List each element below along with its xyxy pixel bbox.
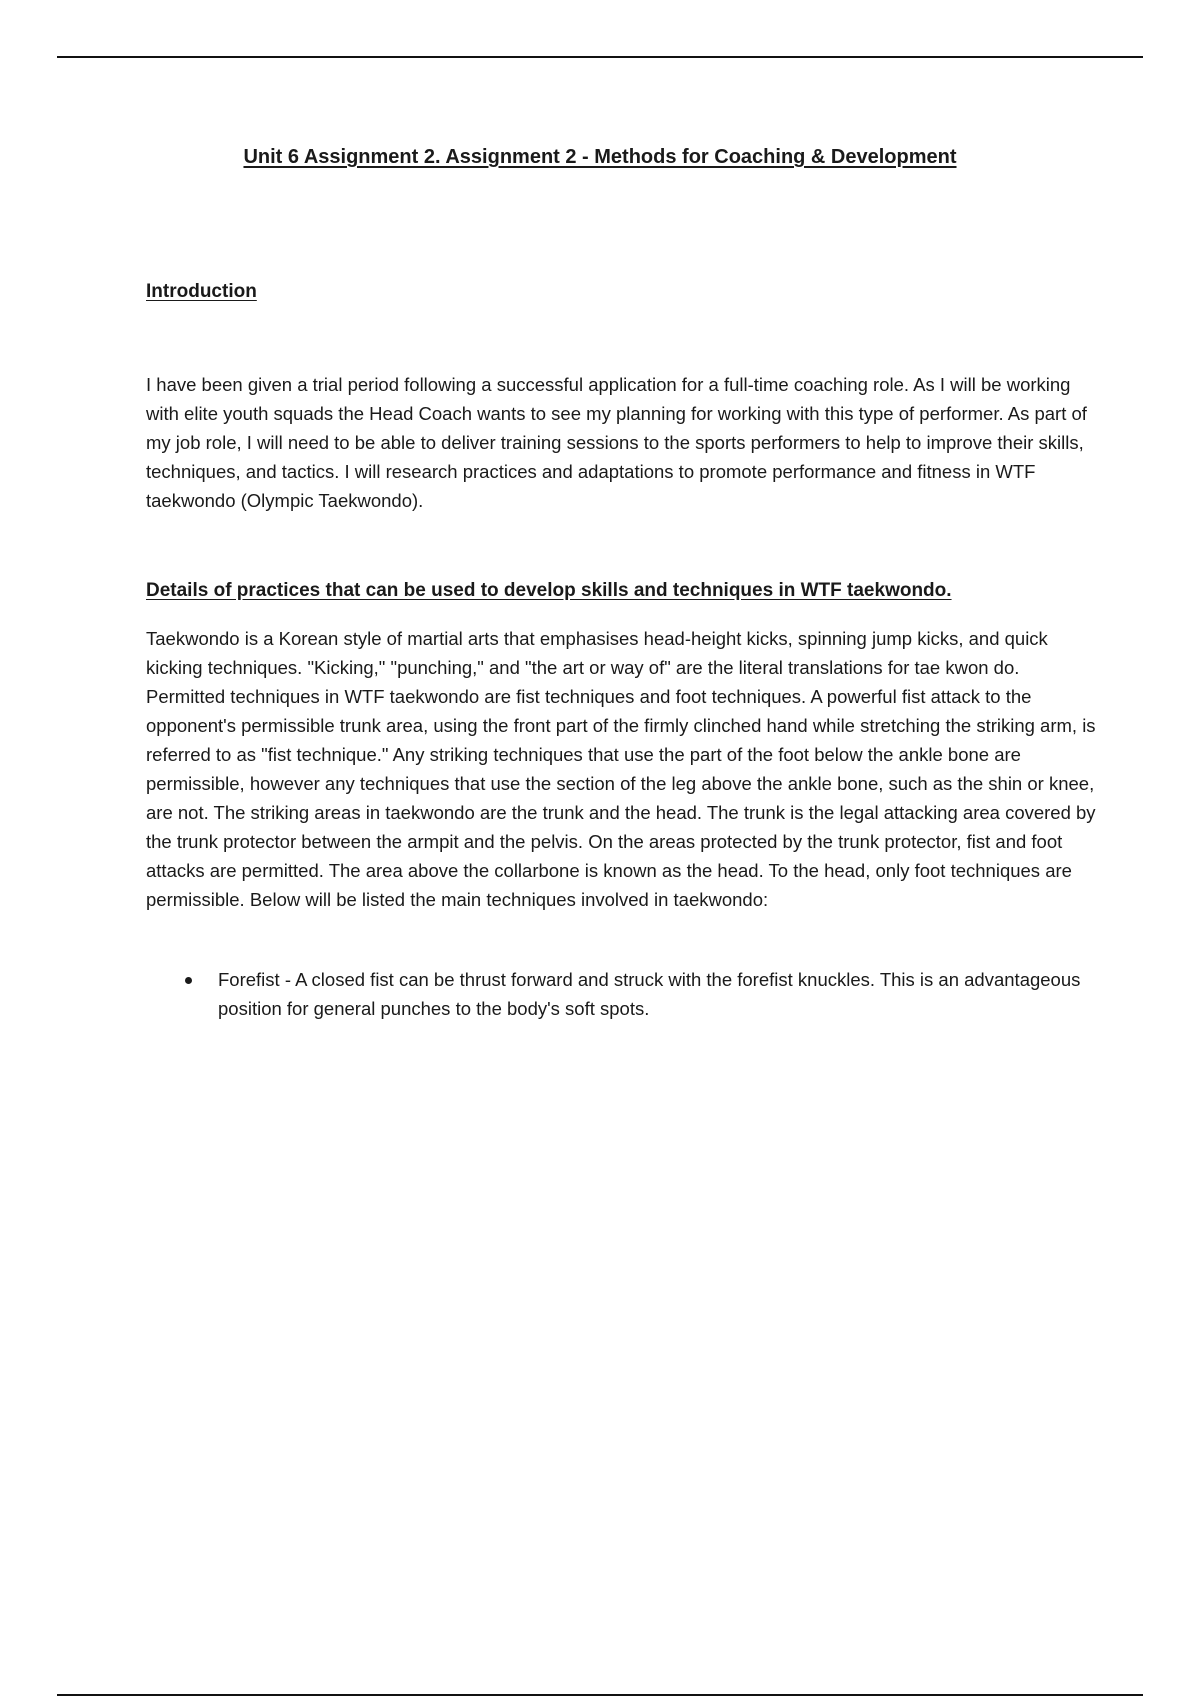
details-heading: Details of practices that can be used to develop skills and techniques in WTF taekwondo. (146, 580, 952, 601)
document-title (0, 146, 1200, 169)
details-paragraph: Taekwondo is a Korean style of martial arts that emphasises head-height kicks, spinning jump kicks, and quick kicking techniques. "Kicking," "punching," and "the art or way of" are the literal translations for tae kwon do. Permitted techniques in WTF taekwondo are fist techniques and foot techniques. A powerful fist attack to the opponent's permissible trunk area, using the front part of the firmly clinched hand while stretching the striking arm, is referred to as "fist technique." Any striking techniques that use the part of the foot below the ankle bone are permissible, however any techniques that use the section of the leg above the ankle bone, such as the shin or knee, are not. The striking areas in taekwondo are the trunk and the head. The trunk is the legal attacking area covered by the trunk protector between the armpit and the pelvis. On the areas protected by the trunk protector, fist and foot attacks are permitted. The area above the collarbone is known as the head. To the head, only foot techniques are permissible. Below will be listed the main techniques involved in taekwondo: (146, 628, 1096, 910)
list-item (146, 965, 1096, 1023)
list-item-text: Forefist - A closed fist can be thrust forward and struck with the forefist knuckles. This is an advantageous position for general punches to the body's soft spots. (218, 969, 1081, 1019)
techniques-list (146, 965, 1096, 1023)
introduction-heading: Introduction (146, 281, 257, 302)
bottom-rule (57, 1694, 1143, 1696)
top-rule (57, 56, 1143, 58)
document-title-text: Unit 6 Assignment 2. Assignment 2 - Methods for Coaching & Development (243, 146, 957, 168)
introduction-paragraph: I have been given a trial period following a successful application for a full-time coaching role. As I will be working with elite youth squads the Head Coach wants to see my planning for working with this type of performer. As part of my job role, I will need to be able to deliver training sessions to the sports performers to help to improve their skills, techniques, and tactics. I will research practices and adaptations to promote performance and fitness in WTF taekwondo (Olympic Taekwondo). (146, 374, 1087, 511)
bullet-icon (185, 977, 192, 984)
